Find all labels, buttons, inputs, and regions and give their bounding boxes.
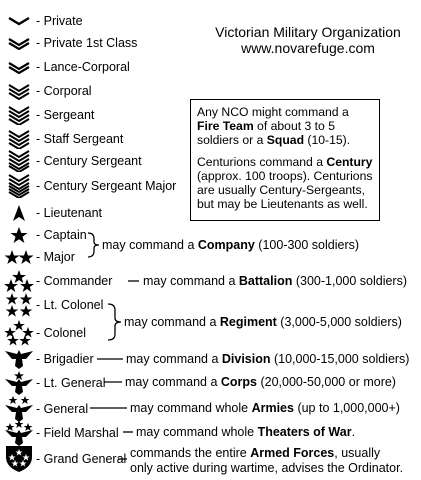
command-regiment: may command a Regiment (3,000-5,000 soldiers) <box>124 315 402 329</box>
rank-label: - Major <box>36 250 75 264</box>
rank-label: - Commander <box>36 274 113 288</box>
rank-label: - Sergeant <box>36 108 95 122</box>
brace-regiment <box>108 304 121 340</box>
rank-label: - Private 1st Class <box>36 36 138 50</box>
command-theaters: may command whole Theaters of War. <box>136 425 356 439</box>
nco-paragraph: Any NCO might command a Fire Team of about 3 to 5 soldiers or a Squad (10-15). <box>197 105 351 147</box>
command-battalion: may command a Battalion (300-1,000 soldiers) <box>143 274 408 288</box>
command-armies: may command whole Armies (up to 1,000,000+) <box>130 401 400 415</box>
command-division: may command a Division (10,000-15,000 soldiers) <box>126 352 410 366</box>
rank-label: - Century Sergeant Major <box>36 179 177 193</box>
centurion-paragraph: Centurions command a Century (approx. 100 troops). Centurions are usually Century-Sergeants, but may be Lieutenants as well. <box>197 155 373 211</box>
brace-company <box>88 233 99 257</box>
rank-label: - Lt. Colonel <box>36 298 104 312</box>
rank-label: - Colonel <box>36 326 87 340</box>
rank-label: - Corporal <box>36 84 92 98</box>
rank-label: - Century Sergeant <box>36 154 142 168</box>
page-title: Victorian Military Organization <box>215 24 401 40</box>
rank-label: - Captain <box>36 228 87 242</box>
rank-label: - Lance-Corporal <box>36 60 130 74</box>
website-url: www.novarefuge.com <box>241 40 375 56</box>
rank-label: - Field Marshal <box>36 426 119 440</box>
rank-label: - Lt. General <box>36 376 106 390</box>
rank-label: - Private <box>36 14 83 28</box>
rank-label: - General <box>36 402 89 416</box>
command-corps: may command a Corps (20,000-50,000 or more) <box>125 375 396 389</box>
rank-label: - Lieutenant <box>36 206 103 220</box>
rank-label: - Brigadier <box>36 352 94 366</box>
command-company: may command a Company (100-300 soldiers) <box>102 238 360 252</box>
rank-label: - Staff Sergeant <box>36 132 124 146</box>
command-armed-forces: commands the entire Armed Forces, usually only active during wartime, advises the Ordinator. <box>130 446 404 475</box>
rank-label: - Grand General <box>36 452 127 466</box>
